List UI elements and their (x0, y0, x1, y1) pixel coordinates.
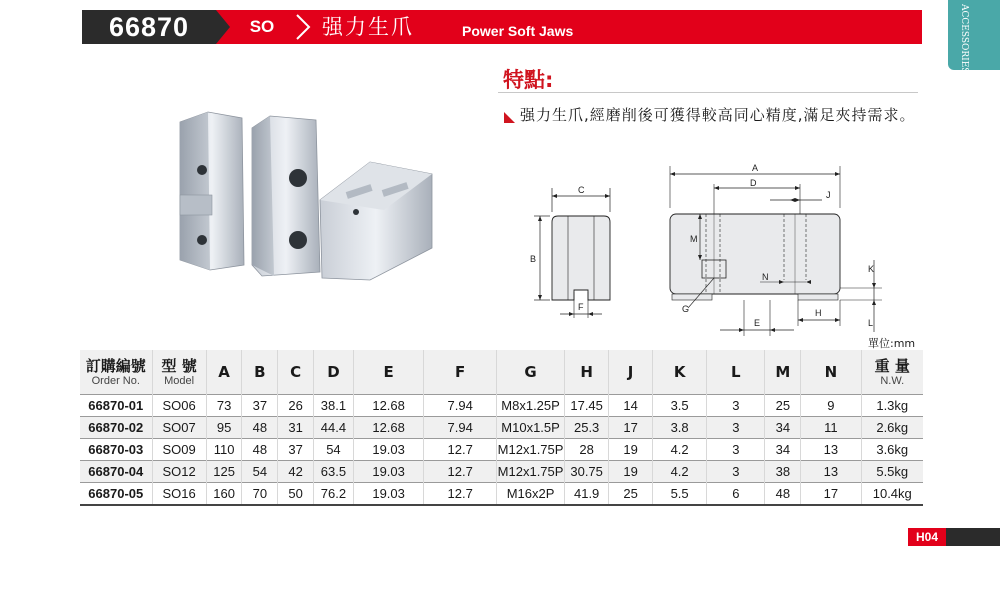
table-cell: 2.6kg (861, 417, 923, 439)
table-cell: 63.5 (314, 461, 354, 483)
front-view-drawing (660, 160, 890, 340)
table-cell: 66870-04 (80, 461, 152, 483)
column-header (278, 350, 314, 395)
table-cell: 41.9 (565, 483, 609, 506)
column-header (80, 350, 152, 395)
column-header-main: C (290, 363, 302, 381)
table-cell: 37 (242, 395, 278, 417)
table-header (80, 350, 923, 395)
column-header (152, 350, 206, 395)
column-header-sub: Model (164, 374, 195, 387)
table-cell: 66870-02 (80, 417, 152, 439)
label-h: H (815, 308, 822, 318)
product-image (170, 100, 440, 290)
title-chinese: 强力生爪 (322, 15, 414, 39)
table-cell: 38 (765, 461, 801, 483)
column-header-main: 型 號 (161, 356, 197, 375)
column-header (707, 350, 765, 395)
table-cell: 5.5 (653, 483, 707, 506)
column-header-sub: Order No. (91, 374, 140, 387)
column-header-main: N (824, 363, 838, 381)
label-d: D (750, 178, 757, 188)
table-cell: 13 (801, 461, 861, 483)
column-header (609, 350, 653, 395)
column-header (653, 350, 707, 395)
label-k: K (868, 264, 875, 274)
table-cell: 110 (206, 439, 242, 461)
column-header-main: E (383, 363, 394, 381)
column-header-main: J (627, 363, 634, 381)
column-header-main: D (327, 363, 340, 381)
label-e: E (754, 318, 761, 328)
table-cell: 54 (314, 439, 354, 461)
table-cell: 95 (206, 417, 242, 439)
features-text: 强力生爪,經磨削後可獲得較高同心精度,滿足夾持需求。 (520, 106, 916, 124)
label-n: N (762, 272, 769, 282)
column-header (424, 350, 497, 395)
table-cell: 48 (242, 439, 278, 461)
table-cell: 1.3kg (861, 395, 923, 417)
table-cell: 54 (242, 461, 278, 483)
table-cell: 19.03 (353, 439, 424, 461)
table-cell: 42 (278, 461, 314, 483)
column-header-main: G (524, 363, 537, 381)
column-header (861, 350, 923, 395)
table-row (80, 483, 923, 506)
table-row (80, 395, 923, 417)
table-cell: M12x1.75P (496, 461, 564, 483)
table-cell: SO09 (152, 439, 206, 461)
table-cell: 9 (801, 395, 861, 417)
table-cell: 12.7 (424, 461, 497, 483)
table-cell: 160 (206, 483, 242, 506)
table-cell: M16x2P (496, 483, 564, 506)
label-b: B (530, 254, 537, 264)
table-cell: 19 (609, 461, 653, 483)
table-row (80, 439, 923, 461)
column-header (496, 350, 564, 395)
table-cell: 3.5 (653, 395, 707, 417)
label-c: C (578, 185, 585, 195)
page-tag-bar (946, 528, 1000, 546)
table-cell: 4.2 (653, 439, 707, 461)
table-cell: 13 (801, 439, 861, 461)
title-english: Power Soft Jaws (462, 23, 574, 39)
table-cell: 3 (707, 439, 765, 461)
table-cell: 6 (707, 483, 765, 506)
label-f: F (578, 302, 584, 312)
table-cell: SO07 (152, 417, 206, 439)
table-cell: 25 (609, 483, 653, 506)
table-cell: 73 (206, 395, 242, 417)
column-header-main: F (455, 363, 466, 381)
table-cell: 70 (242, 483, 278, 506)
table-cell: 12.7 (424, 483, 497, 506)
table-cell: 12.7 (424, 439, 497, 461)
table-cell: 34 (765, 439, 801, 461)
table-cell: 17 (609, 417, 653, 439)
table-cell: 44.4 (314, 417, 354, 439)
side-view-drawing (530, 182, 640, 322)
table-cell: 76.2 (314, 483, 354, 506)
label-m: M (690, 234, 698, 244)
table-cell: 48 (242, 417, 278, 439)
table-cell: M12x1.75P (496, 439, 564, 461)
label-l: L (868, 318, 874, 328)
section-tab-label: ACCESSORIES (959, 4, 969, 74)
table-cell: 17.45 (565, 395, 609, 417)
table-cell: 10.4kg (861, 483, 923, 506)
features-title: 特點: (503, 68, 554, 92)
label-j: J (826, 190, 831, 200)
table-cell: 19.03 (353, 461, 424, 483)
table-cell: 12.68 (353, 417, 424, 439)
table-cell: 31 (278, 417, 314, 439)
table-cell: 28 (565, 439, 609, 461)
table-cell: 50 (278, 483, 314, 506)
table-cell: 14 (609, 395, 653, 417)
column-header (242, 350, 278, 395)
spec-table (80, 350, 923, 506)
table-cell: 125 (206, 461, 242, 483)
table-cell: SO06 (152, 395, 206, 417)
label-a: A (752, 163, 759, 173)
column-header-main: L (731, 363, 741, 381)
table-cell: 66870-05 (80, 483, 152, 506)
label-g: G (682, 304, 690, 314)
table-cell: 3 (707, 461, 765, 483)
table-cell: 3 (707, 395, 765, 417)
column-header-main: K (673, 363, 686, 381)
unit-label: 單位:mm (868, 337, 916, 350)
chevron-right-icon (294, 14, 312, 40)
table-cell: 19.03 (353, 483, 424, 506)
column-header (801, 350, 861, 395)
table-cell: 17 (801, 483, 861, 506)
column-header-main: M (775, 363, 791, 381)
table-cell: 11 (801, 417, 861, 439)
table-cell: 12.68 (353, 395, 424, 417)
series-label: SO (249, 17, 275, 36)
column-header (565, 350, 609, 395)
product-code: 66870 (82, 10, 216, 44)
table-cell: 37 (278, 439, 314, 461)
column-header-main: 重 量 (874, 356, 910, 375)
column-header-main: 訂購編號 (85, 356, 146, 375)
table-cell: 7.94 (424, 417, 497, 439)
table-cell: 34 (765, 417, 801, 439)
column-header-main: H (580, 363, 593, 381)
table-cell: M10x1.5P (496, 417, 564, 439)
column-header-sub: N.W. (880, 374, 905, 387)
table-cell: 4.2 (653, 461, 707, 483)
table-cell: 26 (278, 395, 314, 417)
page-number-tag: H04 (908, 528, 946, 546)
table-cell: SO16 (152, 483, 206, 506)
column-header (314, 350, 354, 395)
table-cell: M8x1.25P (496, 395, 564, 417)
product-code-arrow (216, 10, 230, 44)
column-header-main: B (254, 363, 266, 381)
features-divider (498, 92, 918, 93)
bullet-triangle-icon (504, 112, 515, 123)
table-cell: 5.5kg (861, 461, 923, 483)
table-cell: 7.94 (424, 395, 497, 417)
table-cell: 48 (765, 483, 801, 506)
table-cell: 25.3 (565, 417, 609, 439)
column-header (353, 350, 424, 395)
table-cell: 3.8 (653, 417, 707, 439)
table-cell: 38.1 (314, 395, 354, 417)
table-body (80, 395, 923, 506)
table-cell: 66870-01 (80, 395, 152, 417)
table-cell: 19 (609, 439, 653, 461)
table-cell: 25 (765, 395, 801, 417)
table-cell: 66870-03 (80, 439, 152, 461)
table-row (80, 417, 923, 439)
table-cell: 3.6kg (861, 439, 923, 461)
column-header (206, 350, 242, 395)
column-header (765, 350, 801, 395)
table-cell: 3 (707, 417, 765, 439)
table-cell: SO12 (152, 461, 206, 483)
table-header-row (80, 350, 923, 395)
table-cell: 30.75 (565, 461, 609, 483)
column-header-main: A (218, 363, 230, 381)
table-row (80, 461, 923, 483)
